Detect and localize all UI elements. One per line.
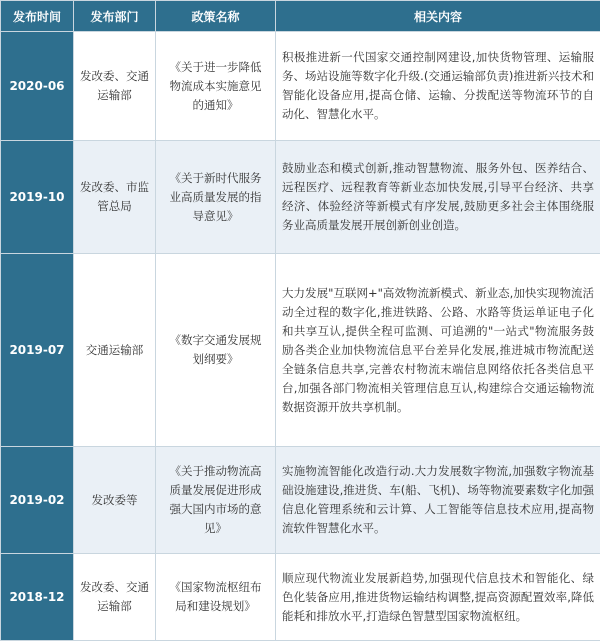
- cell-policy-name: 《国家物流枢纽布局和建设规划》: [156, 554, 276, 641]
- cell-date: 2019-07: [1, 254, 74, 447]
- cell-date: 2020-06: [1, 32, 74, 141]
- table-row: [1, 447, 600, 554]
- cell-dept: 发改委、市监管总局: [74, 141, 156, 254]
- table-row: [1, 141, 600, 254]
- cell-policy-name: 《数字交通发展规划纲要》: [156, 254, 276, 447]
- table-row: [1, 554, 600, 641]
- cell-content: 实施物流智能化改造行动.大力发展数字物流,加强数字物流基础设施建设,推进货、车(船、飞机)、场等物流要素数字化加强信息化管理系统和云计算、人工智能等信息技术应用,提高物流软件智慧化水平。: [276, 447, 600, 554]
- header-content: 相关内容: [276, 1, 600, 32]
- cell-dept: 发改委等: [74, 447, 156, 554]
- cell-policy-name: 《关于推动物流高质量发展促进形成强大国内市场的意见》: [156, 447, 276, 554]
- header-row: [1, 1, 600, 32]
- cell-dept: 发改委、交通运输部: [74, 554, 156, 641]
- cell-date: 2019-02: [1, 447, 74, 554]
- table-row: [1, 32, 600, 141]
- cell-content: 鼓励业态和模式创新,推动智慧物流、服务外包、医养结合、远程医疗、远程教育等新业态加快发展,引导平台经济、共享经济、体验经济等新模式有序发展,鼓励更多社会主体围绕服务业高质量发展开展创新创业创造。: [276, 141, 600, 254]
- header-dept: 发布部门: [74, 1, 156, 32]
- cell-content: 顺应现代物流业发展新趋势,加强现代信息技术和智能化、绿色化装备应用,推进货物运输结构调整,提高资源配置效率,降低能耗和排放水平,打造绿色智慧型国家物流枢纽。: [276, 554, 600, 641]
- cell-policy-name: 《关于进一步降低物流成本实施意见的通知》: [156, 32, 276, 141]
- cell-date: 2018-12: [1, 554, 74, 641]
- cell-policy-name: 《关于新时代服务业高质量发展的指导意见》: [156, 141, 276, 254]
- table-row: [1, 254, 600, 447]
- header-date: 发布时间: [1, 1, 74, 32]
- cell-dept: 交通运输部: [74, 254, 156, 447]
- header-name: 政策名称: [156, 1, 276, 32]
- cell-date: 2019-10: [1, 141, 74, 254]
- cell-content: 大力发展"互联网+"高效物流新模式、新业态,加快实现物流活动全过程的数字化,推进铁路、公路、水路等货运单证电子化和共享互认,提供全程可监测、可追溯的"一站式"物流服务鼓励各类企业加快物流信息平台差异化发展,推进城市物流配送全链条信息共享,完善农村物流末端信息网络依托各类信息平台,加强各部门物流相关管理信息互认,构建综合交通运输物流数据资源开放共享机制。: [276, 254, 600, 447]
- cell-dept: 发改委、交通运输部: [74, 32, 156, 141]
- cell-content: 积极推进新一代国家交通控制网建设,加快货物管理、运输服务、场站设施等数字化升级.(交通运输部负责)推进新兴技术和智能化设备应用,提高仓储、运输、分拨配送等物流环节的自动化、智慧化水平。: [276, 32, 600, 141]
